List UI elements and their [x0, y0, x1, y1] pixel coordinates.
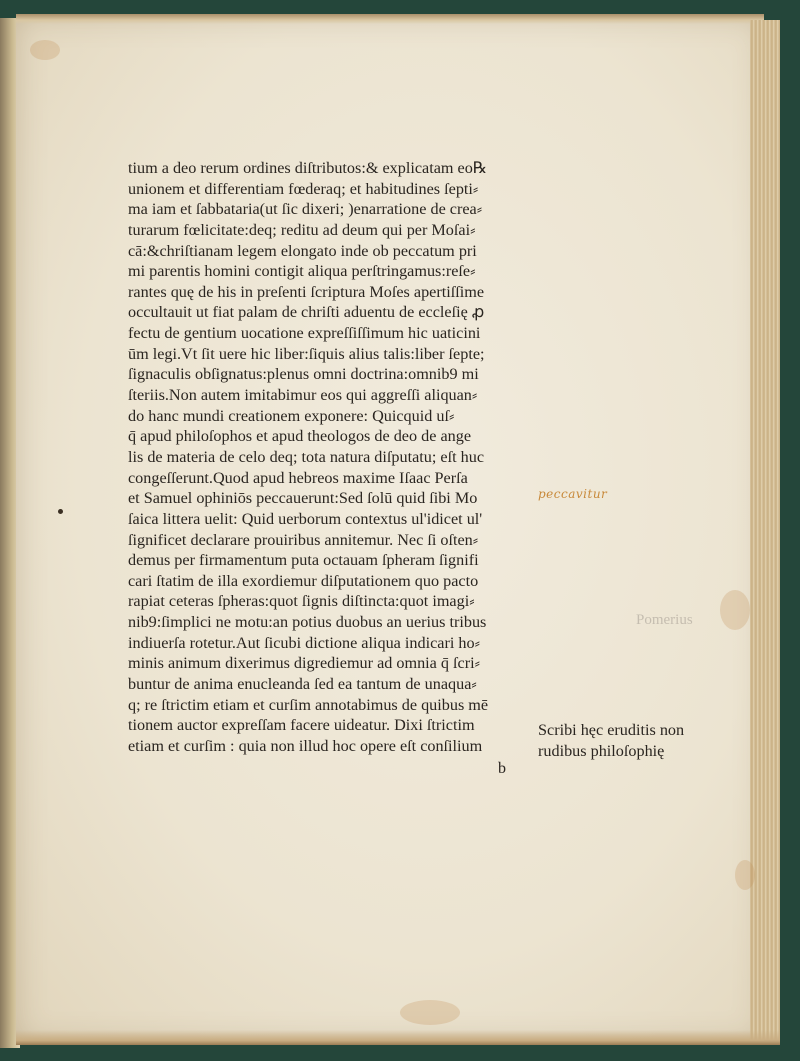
- marginal-note-line: rudibus philoſophię: [538, 741, 665, 760]
- text-line: rapiat ceteras ſpheras:quot ſignis diſtincta:quot imagi⸗: [128, 592, 475, 611]
- page-bottom-edge: [16, 1030, 780, 1045]
- page-stack-edge: [750, 20, 780, 1040]
- text-line: indiuerſa rotetur.Aut ſicubi dictione aliqua indicari ho⸗: [128, 633, 480, 652]
- marginal-note-line: Scribi hęc eruditis non: [538, 721, 685, 739]
- foxing-stain: [30, 40, 60, 60]
- text-line: turarum fœlicitate:deq; reditu ad deum qui per Moſai⸗: [128, 220, 476, 239]
- text-line: tionem auctor expreſſam facere uideatur. Dixi ſtrictim: [128, 716, 475, 735]
- text-line: congeſſerunt.Quod apud hebreos maxime Iſaac Perſa: [128, 468, 468, 487]
- text-line: lis de materia de celo deq; tota natura diſputatu; eſt huc: [128, 447, 484, 466]
- text-line: nib9:ſimplici ne motu:an potius duobus an uerius tribus: [128, 613, 487, 632]
- handwritten-annotation: peccavitur: [538, 487, 608, 501]
- marginal-note: [538, 720, 684, 761]
- text-line: q; re ſtrictim etiam et curſim annotabimus de quibus mē: [128, 695, 489, 714]
- text-line: cā:&chriſtianam legem elongato inde ob peccatum pri: [128, 241, 477, 260]
- text-line: occultauit ut fiat palam de chriſti aduentu de eccleſię ꝓ: [128, 303, 485, 322]
- text-line: etiam et curſim : quia non illud hoc opere eſt conſilium: [128, 736, 483, 755]
- text-line: demus per firmamentum puta octauam ſpheram ſignifi: [128, 551, 479, 570]
- text-line: ſteriis.Non autem imitabimur eos qui aggreſſi aliquan⸗: [128, 386, 478, 405]
- foxing-stain: [400, 1000, 460, 1025]
- signature-mark: b: [498, 760, 506, 777]
- text-line: ūm legi.Vt ſit uere hic liber:ſiquis alius talis:liber ſepte;: [128, 344, 485, 363]
- page-top-edge: [16, 14, 764, 24]
- text-line: buntur de anima enucleanda ſed ea tantum de unaqua⸗: [128, 675, 477, 694]
- text-line: rantes quę de his in preſenti ſcriptura Moſes apertiſſime: [128, 282, 485, 301]
- text-line: unionem et differentiam fœderaq; et habitudines ſepti⸗: [128, 179, 479, 198]
- text-line: ſignificet declarare prouiribus annitemur. Nec ſi oſten⸗: [128, 530, 479, 549]
- foxing-stain: [720, 590, 750, 630]
- main-text-block: [128, 158, 528, 757]
- foxing-stain: [735, 860, 755, 890]
- text-line: do hanc mundi creationem exponere: Quicquid uſ⸗: [128, 406, 455, 425]
- text-line: cari ſtatim de illa exordiemur diſputationem quo pacto: [128, 571, 479, 590]
- text-line: q̄ apud philoſophos et apud theologos de deo de ange: [128, 427, 472, 446]
- text-line: mi parentis homini contigit aliqua perſtringamus:reſe⸗: [128, 262, 476, 281]
- text-line: ma iam et ſabbataria(ut ſic dixeri; )enarratione de crea⸗: [128, 200, 483, 219]
- ink-dot: [58, 509, 63, 514]
- text-line: ſaica littera uelit: Quid uerborum contextus ul'idicet ul': [128, 509, 483, 528]
- text-line: fectu de gentium uocatione expreſſiſſimum hic uaticini: [128, 324, 481, 343]
- offset-text-bleedthrough: Pomerius: [636, 612, 693, 628]
- text-line: tium a deo rerum ordines diſtributos:& explicatam eo℞: [128, 159, 488, 177]
- text-line: minis animum dixerimus digrediemur ad omnia q̄ ſcri⸗: [128, 654, 481, 673]
- text-line: ſignaculis obſignatus:plenus omni doctrina:omnib9 mi: [128, 365, 479, 384]
- text-line: et Samuel ophiniōs peccauerunt:Sed ſolū quid ſibi Mo: [128, 489, 478, 508]
